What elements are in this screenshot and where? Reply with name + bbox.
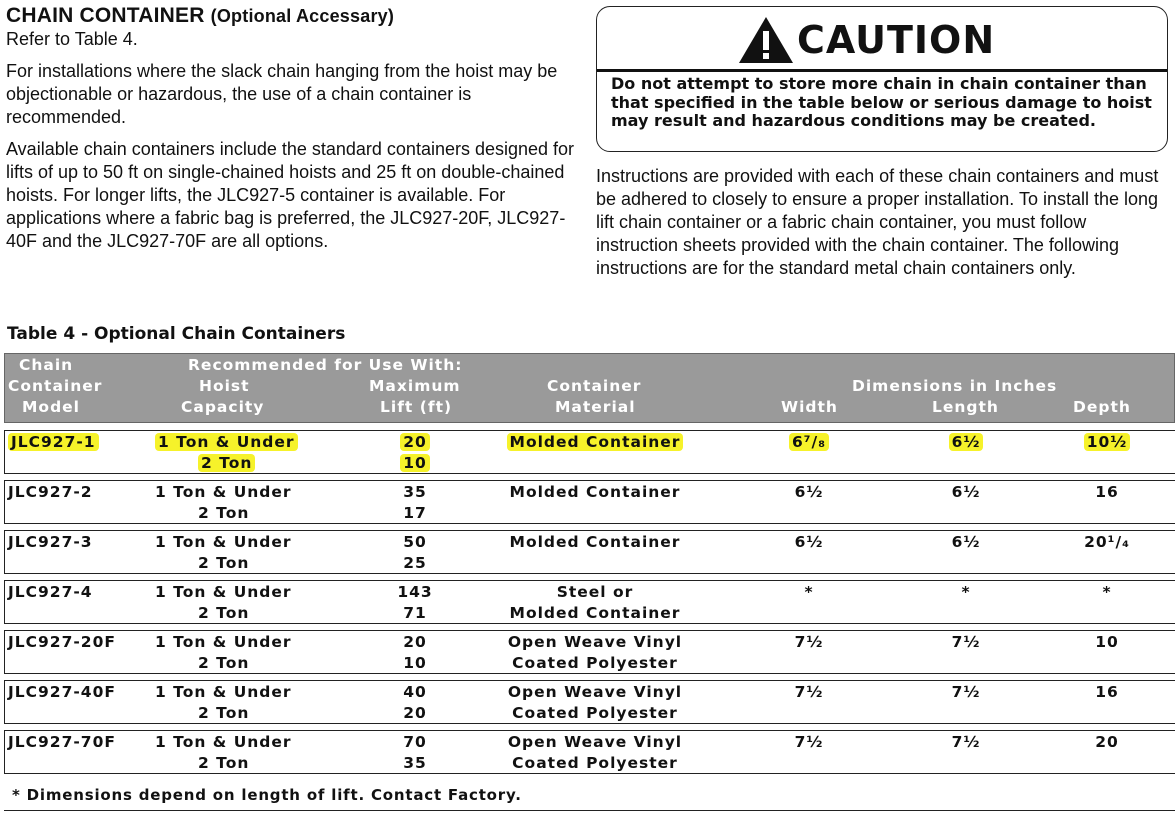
caution-text: Do not attempt to store more chain in chain container than that specified in the table below or serious damage to hoist may result and hazardous conditions may be created. bbox=[611, 74, 1152, 130]
row-material-1: Steel or bbox=[556, 583, 634, 601]
right-column bbox=[596, 6, 1168, 289]
row-model: JLC927-70F bbox=[8, 733, 116, 751]
header-recommended: Recommended for Use With: bbox=[188, 356, 463, 374]
row-depth: * bbox=[1102, 583, 1112, 601]
row-depth: 16 bbox=[1095, 483, 1119, 501]
row-lift-2: 35 bbox=[403, 754, 427, 772]
row-length: 7½ bbox=[951, 683, 981, 701]
row-width: 6½ bbox=[794, 483, 824, 501]
row-material-1: Open Weave Vinyl bbox=[507, 633, 683, 651]
row-width: * bbox=[804, 583, 814, 601]
row-capacity-2: 2 Ton bbox=[198, 454, 255, 472]
table-title: Table 4 - Optional Chain Containers bbox=[7, 324, 346, 344]
row-capacity-2: 2 Ton bbox=[198, 504, 250, 522]
header-material-2: Material bbox=[555, 398, 636, 416]
row-capacity-1: 1 Ton & Under bbox=[155, 533, 292, 551]
section-title-main: CHAIN CONTAINER bbox=[6, 4, 205, 27]
caution-heading: CAUTION bbox=[797, 18, 996, 62]
row-model: JLC927-3 bbox=[8, 533, 93, 551]
row-capacity-2: 2 Ton bbox=[198, 654, 250, 672]
row-length: * bbox=[961, 583, 971, 601]
row-lift-1: 143 bbox=[397, 583, 433, 601]
header-width: Width bbox=[781, 398, 838, 416]
table-reference: Refer to Table 4. bbox=[6, 29, 138, 49]
row-depth: 16 bbox=[1095, 683, 1119, 701]
header-capacity-1: Hoist bbox=[199, 377, 250, 395]
row-capacity-1: 1 Ton & Under bbox=[155, 683, 292, 701]
row-material-2: Coated Polyester bbox=[512, 754, 678, 772]
row-width: 7½ bbox=[794, 733, 824, 751]
table-footnote: * Dimensions depend on length of lift. Contact Factory. bbox=[12, 786, 522, 804]
row-lift-1: 50 bbox=[403, 533, 427, 551]
header-model-1: Chain bbox=[19, 356, 74, 374]
row-lift-1: 40 bbox=[403, 683, 427, 701]
caution-divider bbox=[597, 69, 1167, 72]
row-length: 7½ bbox=[951, 733, 981, 751]
row-length: 7½ bbox=[951, 633, 981, 651]
row-material-1: Molded Container bbox=[507, 433, 684, 451]
row-lift-1: 20 bbox=[400, 433, 430, 451]
row-capacity-2: 2 Ton bbox=[198, 704, 250, 722]
header-lift-1: Maximum bbox=[369, 377, 461, 395]
row-depth: 20 bbox=[1095, 733, 1119, 751]
table-row bbox=[4, 630, 1175, 674]
caution-header bbox=[737, 15, 995, 65]
table-row bbox=[4, 430, 1175, 474]
row-length: 6½ bbox=[949, 433, 984, 451]
row-depth: 10 bbox=[1095, 633, 1119, 651]
row-material-1: Molded Container bbox=[509, 533, 681, 551]
row-capacity-2: 2 Ton bbox=[198, 554, 250, 572]
row-lift-1: 70 bbox=[403, 733, 427, 751]
row-length: 6½ bbox=[951, 483, 981, 501]
row-lift-2: 20 bbox=[403, 704, 427, 722]
table-row bbox=[4, 530, 1175, 574]
row-capacity-1: 1 Ton & Under bbox=[155, 433, 298, 451]
header-lift-2: Lift (ft) bbox=[380, 398, 453, 416]
row-lift-2: 17 bbox=[403, 504, 427, 522]
row-lift-2: 25 bbox=[403, 554, 427, 572]
table-row bbox=[4, 580, 1175, 624]
row-capacity-1: 1 Ton & Under bbox=[155, 483, 292, 501]
section-subtitle: (Optional Accessary) bbox=[210, 6, 395, 26]
row-material-2: Molded Container bbox=[509, 604, 681, 622]
row-model: JLC927-1 bbox=[8, 433, 99, 451]
row-model: JLC927-4 bbox=[8, 583, 93, 601]
table-header bbox=[4, 353, 1175, 423]
row-material-2: Coated Polyester bbox=[512, 654, 678, 672]
row-capacity-2: 2 Ton bbox=[198, 754, 250, 772]
row-width: 7½ bbox=[794, 683, 824, 701]
intro-paragraph: For installations where the slack chain hanging from the hoist may be objectionable or hazardous, the use of a chain container is recommended. bbox=[6, 61, 558, 127]
header-model-3: Model bbox=[22, 398, 80, 416]
row-material-1: Molded Container bbox=[509, 483, 681, 501]
row-length: 6½ bbox=[951, 533, 981, 551]
row-model: JLC927-40F bbox=[8, 683, 116, 701]
row-depth: 20¹/₄ bbox=[1084, 533, 1130, 551]
row-width: 7½ bbox=[794, 633, 824, 651]
header-capacity-2: Capacity bbox=[181, 398, 265, 416]
left-column bbox=[6, 4, 576, 262]
header-depth: Depth bbox=[1073, 398, 1131, 416]
table-row bbox=[4, 680, 1175, 724]
header-dimensions: Dimensions in Inches bbox=[852, 377, 1058, 395]
row-lift-1: 20 bbox=[403, 633, 427, 651]
row-capacity-1: 1 Ton & Under bbox=[155, 583, 292, 601]
row-lift-2: 10 bbox=[400, 454, 430, 472]
row-lift-1: 35 bbox=[403, 483, 427, 501]
row-model: JLC927-2 bbox=[8, 483, 93, 501]
warning-triangle-icon bbox=[737, 15, 795, 65]
available-containers-paragraph: Available chain containers include the standard containers designed for lifts of up to 50 ft on single-chained hoists and 25 ft on double-chained hoists. For longer lifts, the JLC927-5 container is available. For applications where a fabric bag is preferred, the JLC927-20F, JLC927-40F and the JLC927-70F are all options. bbox=[6, 139, 575, 251]
row-model: JLC927-20F bbox=[8, 633, 116, 651]
row-depth: 10½ bbox=[1084, 433, 1131, 451]
row-material-2: Coated Polyester bbox=[512, 704, 678, 722]
row-width: 6½ bbox=[794, 533, 824, 551]
bottom-rule bbox=[4, 810, 1175, 811]
row-lift-2: 71 bbox=[403, 604, 427, 622]
row-lift-2: 10 bbox=[403, 654, 427, 672]
row-material-1: Open Weave Vinyl bbox=[507, 683, 683, 701]
chain-container-table bbox=[4, 353, 1175, 772]
row-capacity-1: 1 Ton & Under bbox=[155, 733, 292, 751]
row-width: 6⁷/₈ bbox=[789, 433, 829, 451]
table-row bbox=[4, 730, 1175, 774]
row-material-1: Open Weave Vinyl bbox=[507, 733, 683, 751]
header-length: Length bbox=[932, 398, 999, 416]
section-title bbox=[6, 4, 576, 28]
instructions-paragraph: Instructions are provided with each of these chain containers and must be adhered to closely to ensure a proper installation. To install the long lift chain container or a fabric chain container, you must follow instruction sheets provided with the chain container. The following instructions are for the standard metal chain containers only. bbox=[596, 166, 1159, 278]
row-capacity-2: 2 Ton bbox=[198, 604, 250, 622]
header-model-2: Container bbox=[8, 377, 103, 395]
header-material-1: Container bbox=[547, 377, 642, 395]
table-row bbox=[4, 480, 1175, 524]
row-capacity-1: 1 Ton & Under bbox=[155, 633, 292, 651]
caution-box bbox=[596, 6, 1168, 152]
